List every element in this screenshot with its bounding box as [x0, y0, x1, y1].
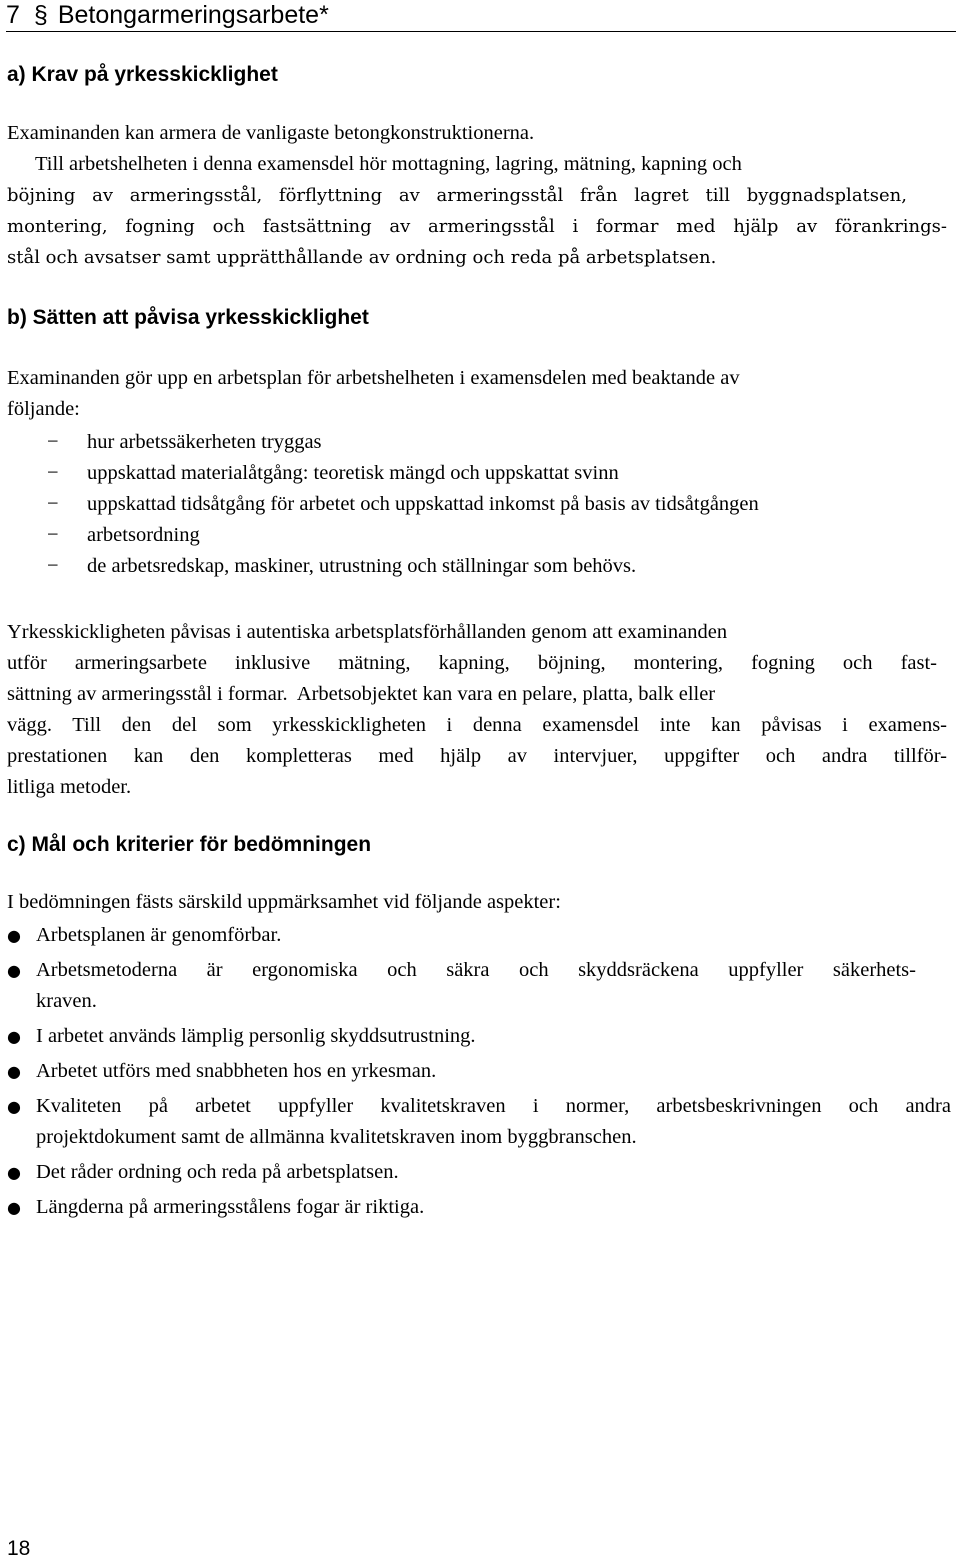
list-item-text: kraven.: [36, 990, 97, 1012]
list-item: [7, 1157, 955, 1188]
paragraph-line: litliga metoder.: [7, 776, 132, 798]
list-item: [7, 458, 955, 489]
list-item-text: Kvaliteten på arbetet uppfyller kvalitetskraven i normer, arbetsbeskrivningen och andra: [36, 1095, 951, 1117]
page-number: 18: [7, 1537, 31, 1560]
dash-marker: −: [47, 493, 59, 515]
list-item: [7, 489, 955, 520]
section-a-paragraph: [7, 118, 955, 273]
bullet-marker: ●: [7, 1198, 21, 1217]
bullet-marker: ●: [7, 1163, 21, 1182]
bullet-list: [7, 920, 955, 1223]
dash-marker: −: [47, 555, 59, 577]
list-item-text: hur arbetssäkerheten tryggas: [87, 431, 322, 453]
list-item-text: Det råder ordning och reda på arbetsplatsen.: [36, 1161, 399, 1183]
list-item: [7, 955, 955, 1017]
list-item-text: Arbetsmetoderna är ergonomiska och säkra och skyddsräckena uppfyller säkerhets-: [36, 959, 916, 981]
list-item-text: Längderna på armeringsstålens fogar är riktiga.: [36, 1196, 425, 1218]
paragraph-line: Examinanden gör upp en arbetsplan för arbetshelheten i examensdelen med beaktande av: [7, 367, 740, 389]
paragraph-line: följande:: [7, 398, 80, 420]
section-a-heading: a) Krav på yrkesskicklighet: [7, 63, 278, 86]
list-item: [7, 520, 955, 551]
list-item-text: Arbetsplanen är genomförbar.: [36, 924, 282, 946]
paragraph-line: vägg. Till den del som yrkesskickligheten i denna examensdel inte kan påvisas i examens-: [7, 714, 947, 736]
list-item-text: Arbetet utförs med snabbheten hos en yrkesman.: [36, 1060, 437, 1082]
list-item: [7, 427, 955, 458]
list-item: [7, 920, 955, 951]
paragraph-line: sättning av armeringsstål i formar. Arbetsobjektet kan vara en pelare, platta, balk eller: [7, 683, 716, 705]
bullet-marker: ●: [7, 1062, 21, 1081]
paragraph-line: montering, fogning och fastsättning av armeringsstål i formar med hjälp av förankrings-: [7, 216, 947, 237]
list-item-text: projektdokument samt de allmänna kvalitetskraven inom byggbranschen.: [36, 1126, 637, 1148]
bullet-marker: ●: [7, 926, 21, 945]
paragraph-line: Till arbetshelheten i denna examensdel hör mottagning, lagring, mätning, kapning och: [35, 153, 742, 175]
section-b-heading: b) Sätten att påvisa yrkesskicklighet: [7, 306, 369, 329]
section-b-intro: [7, 363, 955, 582]
list-item-text: de arbetsredskap, maskiner, utrustning och ställningar som behövs.: [87, 555, 637, 577]
paragraph-line: prestationen kan den kompletteras med hjälp av intervjuer, uppgifter och andra tillför-: [7, 745, 947, 767]
dash-marker: −: [47, 431, 59, 453]
section-symbol: §: [33, 1, 48, 29]
list-item: [7, 1192, 955, 1223]
dash-list: [7, 427, 955, 582]
bullet-marker: ●: [7, 1027, 21, 1046]
section-c-heading: c) Mål och kriterier för bedömningen: [7, 833, 372, 856]
list-item: [7, 1091, 955, 1153]
paragraph-line: stål och avsatser samt upprätthållande av ordning och reda på arbetsplatsen.: [7, 247, 717, 268]
dash-marker: −: [47, 462, 59, 484]
list-item: [7, 1021, 955, 1052]
paragraph-line: Examinanden kan armera de vanligaste betongkonstruktionerna.: [7, 122, 535, 144]
bullet-marker: ●: [7, 1097, 21, 1116]
list-item-text: I arbetet används lämplig personlig skyddsutrustning.: [36, 1025, 476, 1047]
list-item-text: arbetsordning: [87, 524, 200, 546]
chapter-header: [6, 0, 956, 32]
dash-marker: −: [47, 524, 59, 546]
paragraph-line: böjning av armeringsstål, förflyttning av armeringsstål från lagret till byggnadsplatsen,: [7, 185, 907, 206]
chapter-title: Betongarmeringsarbete*: [57, 1, 329, 29]
chapter-number: 7: [6, 1, 20, 29]
paragraph-line: I bedömningen fästs särskild uppmärksamhet vid följande aspekter:: [7, 891, 561, 913]
list-item-text: uppskattad materialåtgång: teoretisk mängd och uppskattat svinn: [87, 462, 619, 484]
list-item: [7, 551, 955, 582]
list-item: [7, 1056, 955, 1087]
paragraph-line: Yrkesskickligheten påvisas i autentiska arbetsplatsförhållanden genom att examinanden: [7, 621, 728, 643]
paragraph-line: utför armeringsarbete inklusive mätning, kapning, böjning, montering, fogning och fast-: [7, 652, 937, 674]
section-c-body: [7, 887, 955, 1227]
bullet-marker: ●: [7, 961, 21, 980]
list-item-text: uppskattad tidsåtgång för arbetet och uppskattad inkomst på basis av tidsåtgången: [87, 493, 759, 515]
section-b-paragraph: [7, 617, 955, 803]
